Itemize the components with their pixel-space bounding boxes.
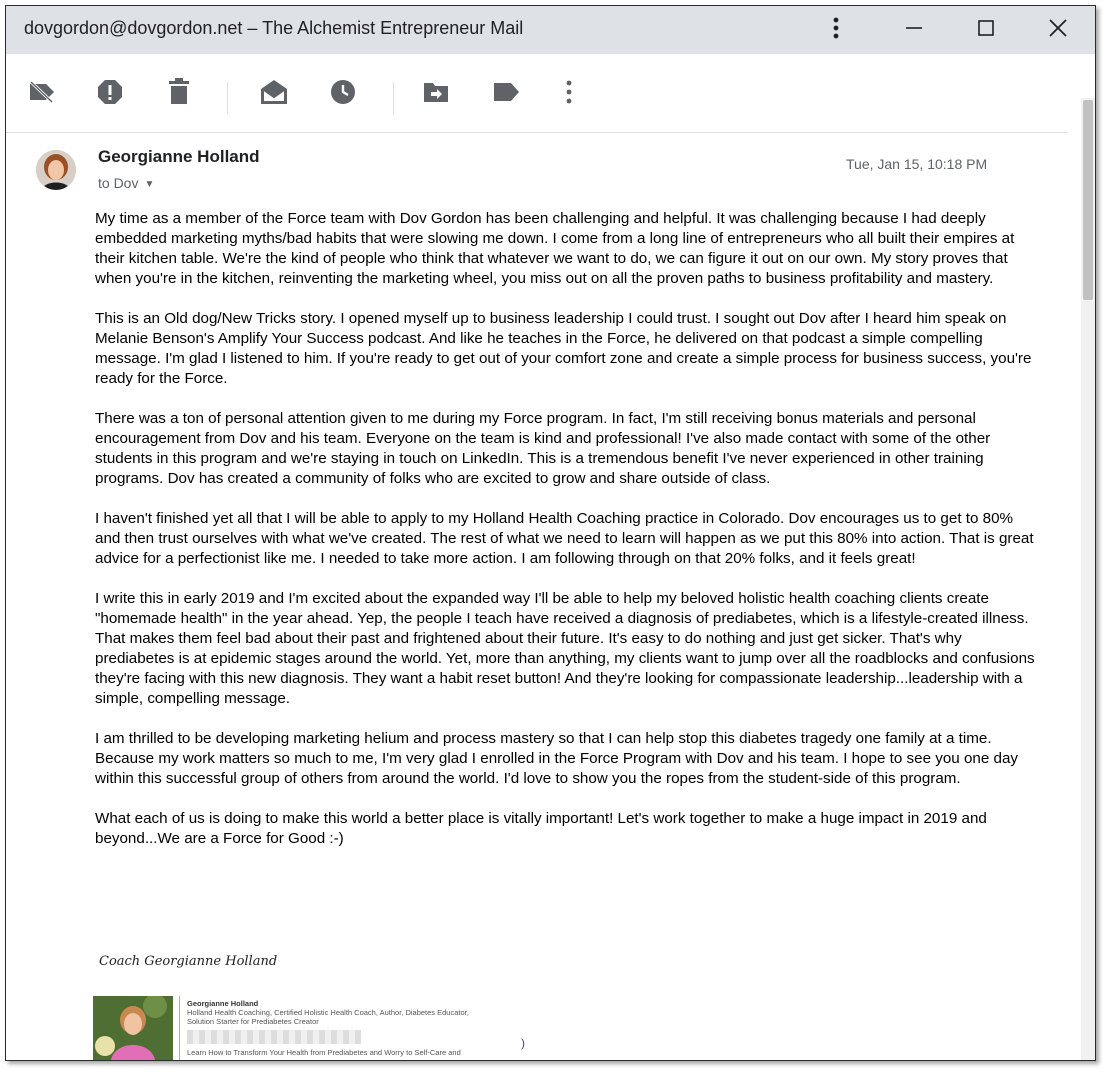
message-header xyxy=(36,146,1076,206)
more-vert-icon xyxy=(566,80,572,109)
scrollbar-thumb[interactable] xyxy=(1083,100,1093,300)
snooze-icon xyxy=(329,78,357,111)
window-menu-button[interactable] xyxy=(806,6,866,54)
maximize-button[interactable] xyxy=(956,6,1016,54)
toolbar-divider xyxy=(393,82,394,114)
delete-button[interactable] xyxy=(163,78,195,110)
body-paragraph: This is an Old dog/New Tricks story. I opened myself up to business leadership I could trust. I sought out Dov after I heard him speak on Melanie Benson's Amplify Your Success podcast. And like he teaches in the Force, he delivered on that podcast a simple compelling message. I'm glad I listened to him. If you're ready to get out of your comfort zone and create a simple process for business success, you're ready for the Force. xyxy=(95,310,1032,387)
report-spam-button[interactable] xyxy=(94,78,126,110)
remove-label-button[interactable] xyxy=(26,78,58,110)
close-icon xyxy=(1049,19,1067,42)
signature-text xyxy=(187,999,547,1026)
move-to-icon xyxy=(422,79,450,110)
message-body xyxy=(95,209,1039,869)
more-vert-icon xyxy=(833,17,839,44)
minimize-icon xyxy=(906,20,922,41)
mark-unread-button[interactable] xyxy=(258,78,290,110)
delete-icon xyxy=(167,78,191,111)
vertical-scrollbar[interactable] xyxy=(1081,98,1095,1060)
recipient-details[interactable] xyxy=(98,175,154,191)
more-actions-button[interactable] xyxy=(553,78,585,110)
report-spam-icon xyxy=(96,78,124,111)
chevron-down-icon: ▼ xyxy=(144,178,155,190)
signature-tagline xyxy=(187,1048,547,1057)
mark-unread-icon xyxy=(259,78,289,111)
body-paragraph: What each of us is doing to make this world a better place is vitally important! Let's work together to make a huge impact in 2019 and beyond...We are a Force for Good :-) xyxy=(95,810,987,847)
label-button[interactable] xyxy=(490,78,522,110)
label-icon xyxy=(492,81,520,108)
message-toolbar xyxy=(6,54,1068,133)
close-button[interactable] xyxy=(1028,6,1088,54)
signature-card xyxy=(93,996,553,1060)
sender-avatar[interactable] xyxy=(36,150,76,190)
sender-name: Georgianne Holland xyxy=(98,147,260,166)
recipient-label: to Dov xyxy=(98,175,139,191)
decorative-mark: ) xyxy=(521,1036,525,1050)
signature-divider xyxy=(179,996,180,1060)
body-paragraph: There was a ton of personal attention given to me during my Force program. In fact, I'm still receiving bonus materials and personal encouragement from Dov and his team. Everyone on the team is kind and professional! I've also made contact with some of the other students in this program and we're staying in touch on LinkedIn. This is a tremendous benefit I've never experienced in other training programs. Dov has created a community of folks who are excited to grow and share outside of class. xyxy=(95,410,991,487)
handwritten-signature: Coach Georgianne Holland xyxy=(99,954,278,969)
move-to-button[interactable] xyxy=(420,78,452,110)
body-paragraph: I am thrilled to be developing marketing helium and process mastery so that I can help stop this diabetes tragedy one family at a time. Because my work matters so much to me, I'm very glad I enrolled in the Force Program with Dov and his team. I hope to see you one day within this successful group of others from around the world. I'd love to show you the ropes from the student-side of this program. xyxy=(95,730,1019,787)
label-off-icon xyxy=(28,80,56,109)
snooze-button[interactable] xyxy=(327,78,359,110)
signature-name: Georgianne Holland xyxy=(187,999,259,1008)
title-bar xyxy=(6,6,1095,54)
message-datetime: Tue, Jan 15, 10:18 PM xyxy=(846,156,988,172)
body-paragraph: I haven't finished yet all that I will be able to apply to my Holland Health Coaching practice in Colorado. Dov encourages us to get to 80% and then trust ourselves with what we've created. The rest of what we need to learn will happen as we put this 80% into action. That is great advice for a perfectionist like me. I needed to take more action. I am following through on that 20% folks, and it feels great! xyxy=(95,510,1034,567)
signature-title: Holland Health Coaching, Certified Holistic Health Coach, Author, Diabetes Educator, xyxy=(187,1008,469,1017)
body-paragraph: My time as a member of the Force team with Dov Gordon has been challenging and helpful. It was challenging because I had deeply embedded marketing myths/bad habits that were slowing me down. I come from a long line of entrepreneurs who all built their empires at their kitchen table. We're the kind of people who think that whatever we want to do, we can figure it out on our own. My story proves that when you're in the kitchen, reinventing the marketing wheel, you miss out on all the proven paths to business profitability and mastery. xyxy=(95,210,1015,287)
mail-window xyxy=(5,5,1096,1061)
maximize-icon xyxy=(978,20,994,41)
window-title: dovgordon@dovgordon.net – The Alchemist Entrepreneur Mail xyxy=(24,18,524,38)
signature-subtitle: Solution Starter for Prediabetes Creator xyxy=(187,1017,319,1026)
signature-tagline-text: Learn How to Transform Your Health from Prediabetes and Worry to Self-Care and xyxy=(187,1048,461,1057)
signature-photo xyxy=(93,996,173,1060)
redacted-contact-info xyxy=(187,1030,361,1044)
body-paragraph: I write this in early 2019 and I'm excited about the expanded way I'll be able to help my beloved holistic health coaching clients create "homemade health" in the year ahead. Yep, the people I teach have received a diagnosis of prediabetes, which is a lifestyle-created illness. That makes them feel bad about their past and frightened about their future. It's easy to do nothing and just get sicker. That's why prediabetes is at epidemic stages around the world. Yet, more than anything, my clients want to jump over all the roadblocks and confusions they're facing with this new diagnosis. They want a habit reset button! And they're looking for compassionate leadership...leadership with a simple, compelling message. xyxy=(95,590,1035,707)
toolbar-divider xyxy=(227,82,228,114)
minimize-button[interactable] xyxy=(884,6,944,54)
